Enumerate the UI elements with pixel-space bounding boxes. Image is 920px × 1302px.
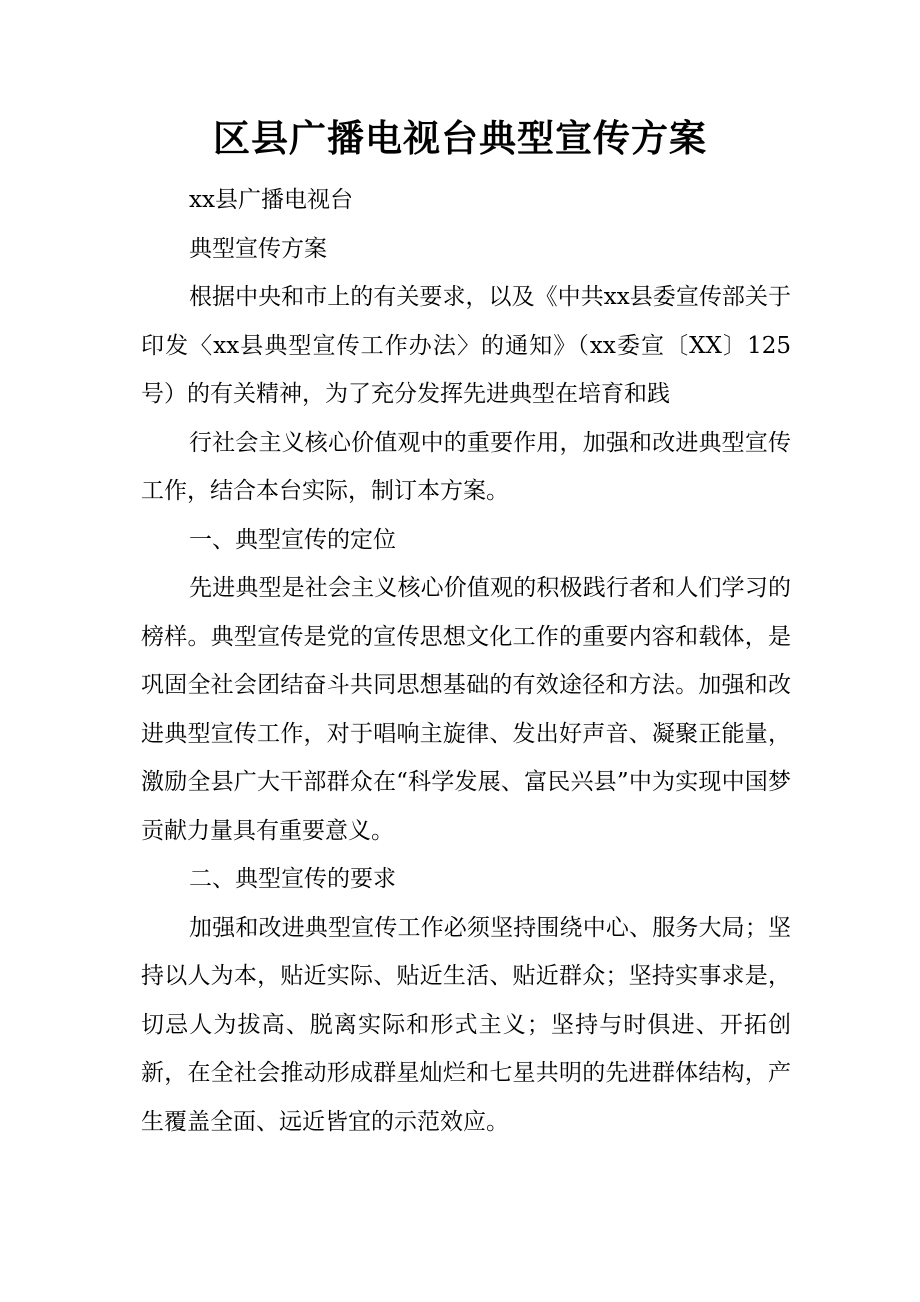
document-title: 区县广播电视台典型宣传方案 — [213, 116, 707, 160]
paragraph-intro-continued: 行社会主义核心价值观中的重要作用，加强和改进典型宣传工作，结合本台实际，制订本方案。 — [141, 429, 791, 504]
paragraph-positioning: 先进典型是社会主义核心价值观的积极践行者和人们学习的榜样。典型宣传是党的宣传思想文化工作的重要内容和载体，是巩固全社会团结奋斗共同思想基础的有效途径和方法。加强和改进典型宣传工作，对于唱响主旋律、发出好声音、凝聚正能量，激励全县广大干部群众在“科学发展、富民兴县”中为实现中国梦贡献力量具有重要意义。 — [141, 575, 791, 844]
paragraph-org-name: xx县广播电视台 — [189, 187, 353, 213]
paragraph-requirements: 加强和改进典型宣传工作必须坚持围绕中心、服务大局；坚持以人为本，贴近实际、贴近生活、贴近群众；坚持实事求是，切忌人为拔高、脱离实际和形式主义；坚持与时俱进、开拓创新，在全社会推动形成群星灿烂和七星共明的先进群体结构，产生覆盖全面、远近皆宜的示范效应。 — [141, 914, 791, 1135]
section-heading-positioning: 一、典型宣传的定位 — [189, 526, 396, 553]
section-heading-requirements: 二、典型宣传的要求 — [189, 866, 396, 892]
document-body — [141, 176, 791, 1146]
paragraph-intro: 根据中央和市上的有关要求，以及《中共xx县委宣传部关于印发〈xx县典型宣传工作办法〉的通知》（xx委宣〔XX〕125号）的有关精神，为了充分发挥先进典型在培育和践 — [141, 284, 791, 407]
paragraph-subtitle: 典型宣传方案 — [189, 235, 327, 262]
